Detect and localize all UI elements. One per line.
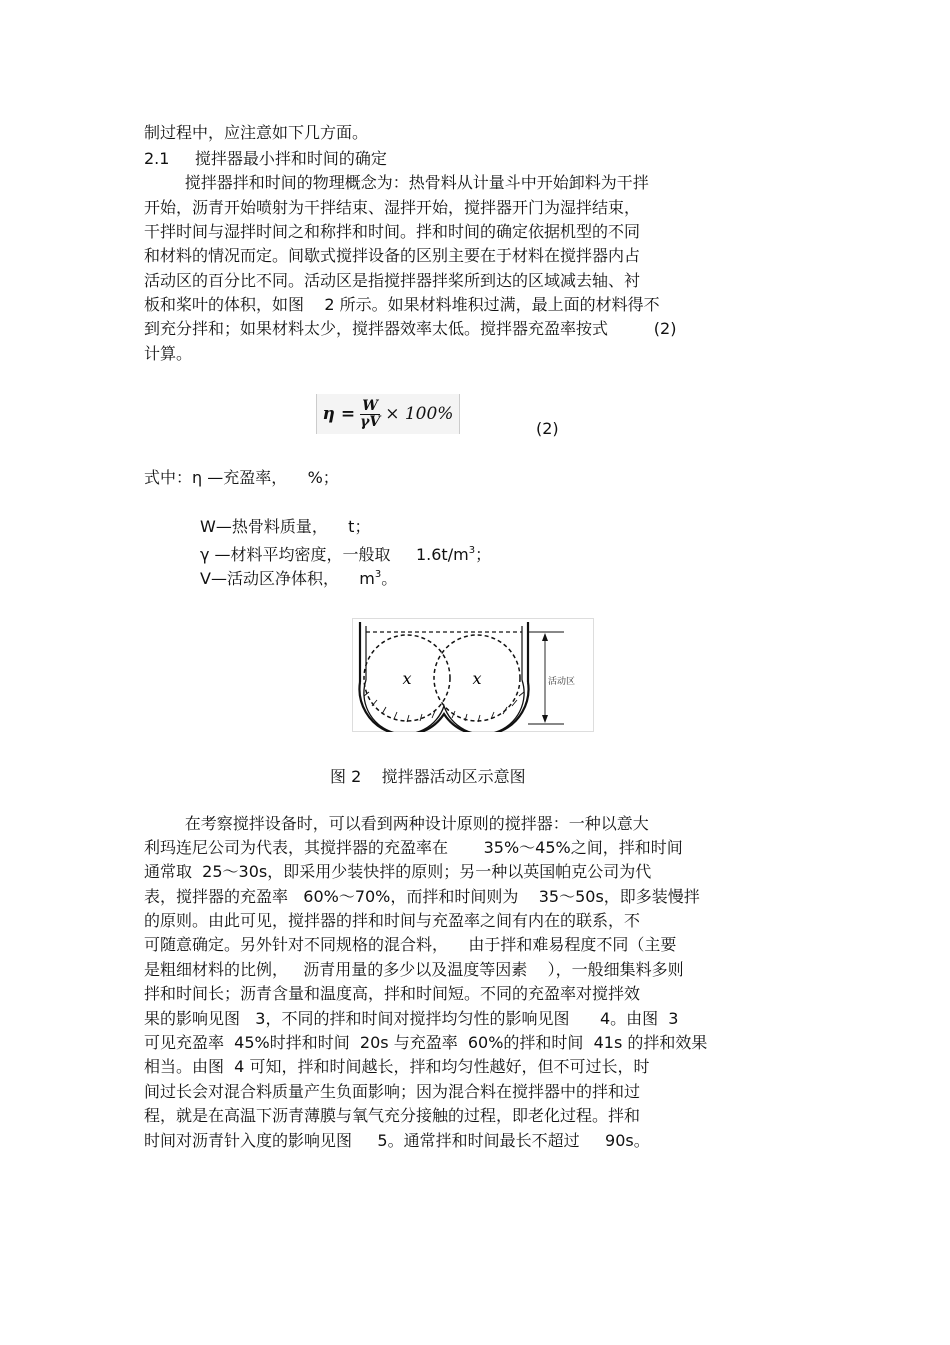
text2-line-4: 表，搅拌器的充盈率 60%～70%，而拌和时间则为 35～50s，即多装慢拌	[144, 887, 700, 906]
section-heading: 2.1 搅拌器最小拌和时间的确定	[144, 149, 387, 168]
shaft-left-icon: x	[402, 669, 412, 688]
shaft-right-icon: x	[472, 669, 482, 688]
mixer-active-zone-diagram	[352, 618, 594, 732]
def-v-sup: 3	[374, 569, 382, 580]
def-v-end: 。	[381, 569, 398, 588]
text2-line-9: 果的影响见图 3，不同的拌和时间对搅拌均匀性的影响见图 4。由图 3	[144, 1009, 679, 1028]
text2-line-13: 程，就是在高温下沥青薄膜与氧气充分接触的过程，即老化过程。拌和	[144, 1106, 641, 1125]
text2-line-3: 通常取 25～30s，即采用少装快拌的原则；另一种以英国帕克公司为代	[144, 862, 652, 881]
text-line-10: 计算。	[144, 344, 193, 363]
def-v	[200, 564, 397, 590]
text2-line-10: 可见充盈率 45%时拌和时间 20s 与充盈率 60%的拌和时间 41s 的拌和效果	[144, 1033, 708, 1052]
def-w: W—热骨料质量， t；	[200, 517, 371, 536]
def-gamma	[200, 540, 491, 566]
text-line-8: 板和桨叶的体积，如图 2 所示。如果材料堆积过满，最上面的材料得不	[144, 295, 660, 314]
formula-fraction	[360, 399, 380, 430]
active-zone-label: 活动区	[548, 677, 576, 687]
text2-line-14: 时间对沥青针入度的影响见图 5。通常拌和时间最长不超过 90s。	[144, 1131, 650, 1150]
formula-numerator: W	[362, 397, 378, 414]
defs-intro: 式中：η —充盈率， %；	[144, 468, 339, 487]
text-line-9: 到充分拌和；如果材料太少，搅拌器效率太低。搅拌器充盈率按式 (2)	[144, 319, 677, 338]
text2-line-7: 是粗细材料的比例， 沥青用量的多少以及温度等因素 ），一般细集料多则	[144, 960, 684, 979]
text2-line-8: 拌和时间长；沥青含量和温度高，拌和时间短。不同的充盈率对搅拌效	[144, 984, 641, 1003]
def-v-text: V—活动区净体积， m	[200, 569, 375, 588]
text2-line-5: 的原则。由此可见，搅拌器的拌和时间与充盈率之间有内在的联系，不	[144, 911, 641, 930]
text2-line-11: 相当。由图 4 可知，拌和时间越长，拌和均匀性越好，但不可过长，时	[144, 1057, 650, 1076]
text-line-5: 干拌时间与湿拌时间之和称拌和时间。拌和时间的确定依据机型的不同	[144, 222, 641, 241]
formula-denominator: γV	[360, 413, 381, 430]
fill-ratio-formula	[316, 394, 460, 434]
formula-number: (2)	[536, 419, 559, 438]
text2-line-1: 在考察搅拌设备时，可以看到两种设计原则的搅拌器：一种以意大	[144, 814, 649, 833]
text2-line-12: 间过长会对混合料质量产生负面影响；因为混合料在搅拌器中的拌和过	[144, 1082, 641, 1101]
text2-line-2: 利玛连尼公司为代表，其搅拌器的充盈率在 35%～45%之间，拌和时间	[144, 838, 683, 857]
formula-lhs: η =	[322, 404, 356, 424]
text2-line-6: 可随意确定。另外针对不同规格的混合料， 由于拌和难易程度不同（主要	[144, 935, 677, 954]
def-gamma-end: ；	[475, 545, 492, 564]
text-line-1: 制过程中，应注意如下几方面。	[144, 123, 369, 142]
text-line-6: 和材料的情况而定。间歇式搅拌设备的区别主要在于材料在搅拌器内占	[144, 246, 641, 265]
def-gamma-sup: 3	[468, 545, 476, 556]
text-line-7: 活动区的百分比不同。活动区是指搅拌器拌桨所到达的区域减去轴、衬	[144, 271, 641, 290]
text-line-3: 搅拌器拌和时间的物理概念为：热骨料从计量斗中开始卸料为干拌	[144, 173, 649, 192]
text-line-4: 开始，沥青开始喷射为干拌结束、湿拌开始，搅拌器开门为湿拌结束，	[144, 198, 641, 217]
figure-caption: 图 2 搅拌器活动区示意图	[330, 767, 526, 786]
def-gamma-text: γ —材料平均密度，一般取 1.6t/m	[200, 545, 469, 564]
formula-rhs: × 100%	[385, 404, 454, 424]
